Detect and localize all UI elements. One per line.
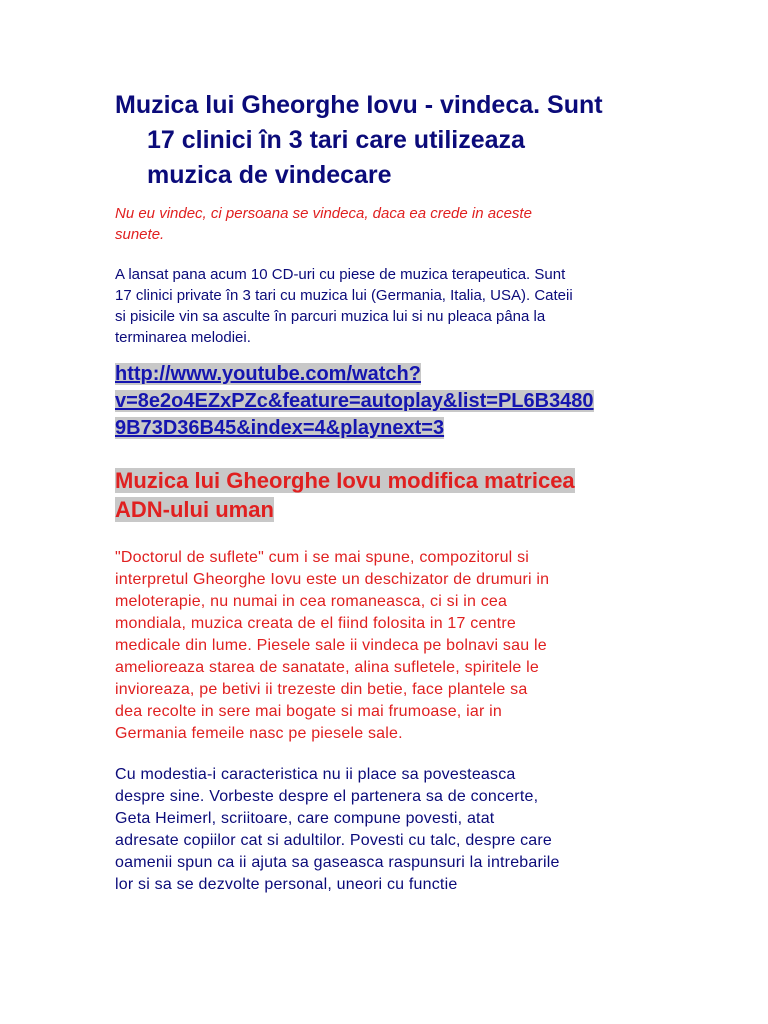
section-heading — [115, 466, 575, 524]
intro-line-2: sunete. — [115, 226, 165, 243]
para3-line: adresate copiilor cat si adultilor. Povesti cu talc, despre care — [115, 832, 553, 849]
link-line-3[interactable]: 9B73D36B45&index=4&playnext=3 — [115, 417, 445, 439]
link-line-1[interactable]: http://www.youtube.com/watch? — [115, 363, 421, 385]
para3-line: despre sine. Vorbeste despre el partenera sa de concerte, — [115, 788, 539, 805]
youtube-link[interactable] — [115, 361, 594, 442]
para2-line: "Doctorul de suflete" cum i se mai spune, compozitorul si — [115, 549, 530, 566]
para2-line: dea recolte in sere mai bogate si mai frumoase, iar in — [115, 703, 502, 720]
body-paragraph-red — [115, 547, 655, 745]
title-line-3: muzica de vindecare — [147, 161, 392, 189]
para1-line-1: A lansat pana acum 10 CD-uri cu piese de muzica terapeutica. Sunt — [115, 266, 566, 283]
title-line-2: 17 clinici în 3 tari care utilizeaza — [147, 126, 525, 154]
para2-line: amelioreaza starea de sanatate, alina sufletele, spiritele le — [115, 659, 539, 676]
para3-line: Geta Heimerl, scriitoare, care compune povesti, atat — [115, 810, 495, 827]
title-line-1: Muzica lui Gheorghe Iovu - vindeca. Sunt — [115, 91, 603, 119]
para2-line: mondiala, muzica creata de el fiind folosita in 17 centre — [115, 615, 516, 632]
youtube-link-block — [115, 361, 594, 442]
para3-line: oamenii spun ca ii ajuta sa gaseasca raspunsuri la intrebarile — [115, 854, 560, 871]
para3-line: lor si sa se dezvolte personal, uneori cu functie — [115, 876, 458, 893]
page-title — [115, 88, 675, 193]
intro-line-1: Nu eu vindec, ci persoana se vindeca, daca ea crede in aceste — [115, 205, 532, 222]
para1-line-4: terminarea melodiei. — [115, 329, 251, 346]
body-paragraph-blue — [115, 764, 655, 896]
para1-line-2: 17 clinici private în 3 tari cu muzica lui (Germania, Italia, USA). Cateii — [115, 287, 573, 304]
para1-line-3: si pisicile vin sa asculte în parcuri muzica lui si nu pleaca pâna la — [115, 308, 546, 325]
para2-line: meloterapie, nu numai in cea romaneasca, ci si in cea — [115, 593, 508, 610]
para3-line: Cu modestia-i caracteristica nu ii place sa povesteasca — [115, 766, 516, 783]
intro-paragraph — [115, 264, 655, 348]
para2-line: Germania femeile nasc pe piesele sale. — [115, 725, 403, 742]
heading2-line-2: ADN-ului uman — [115, 497, 274, 522]
heading2-line-1: Muzica lui Gheorghe Iovu modifica matricea — [115, 468, 575, 493]
para2-line: interpretul Gheorghe Iovu este un deschizator de drumuri in — [115, 571, 550, 588]
intro-quote — [115, 203, 595, 245]
para2-line: invioreaza, pe betivi ii trezeste din betie, face plantele sa — [115, 681, 528, 698]
link-line-2[interactable]: v=8e2o4EZxPZc&feature=autoplay&list=PL6B3480 — [115, 390, 594, 412]
para2-line: medicale din lume. Piesele sale ii vindeca pe bolnavi sau le — [115, 637, 547, 654]
